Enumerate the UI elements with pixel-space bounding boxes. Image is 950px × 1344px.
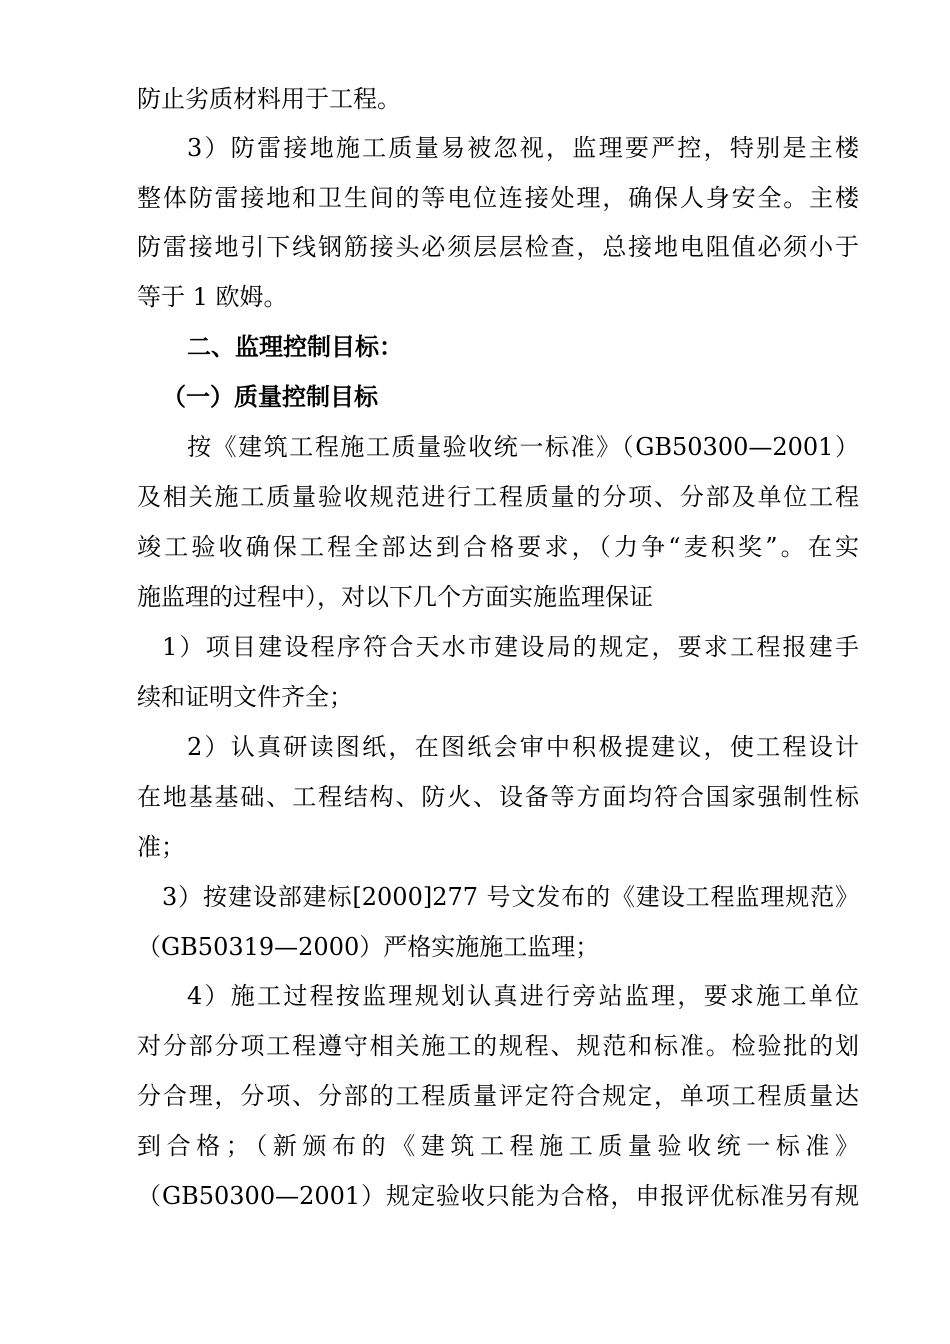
- text-line: 按《建筑工程施工质量验收统一标准》（GB50300—2001）: [187, 433, 859, 461]
- text-line: 1）项目建设程序符合天水市建设局的规定，要求工程报建手: [162, 633, 859, 661]
- section-heading: 二、监理控制目标：: [187, 332, 403, 361]
- text-line: 防雷接地引下线钢筋接头必须层层检查，总接地电阻值必须小于: [137, 233, 859, 261]
- text-line: （GB50300—2001）规定验收只能为合格，申报评优标准另有规: [137, 1182, 859, 1210]
- text-line: 分合理，分项、分部的工程质量评定符合规定，单项工程质量达: [137, 1082, 859, 1110]
- text-line: 施监理的过程中），对以下几个方面实施监理保证: [137, 583, 653, 611]
- text-line: 整体防雷接地和卫生间的等电位连接处理，确保人身安全。主楼: [137, 184, 859, 212]
- text-line: 对分部分项工程遵守相关施工的规程、规范和标准。检验批的划: [137, 1032, 859, 1060]
- text-line: 竣工验收确保工程全部达到合格要求，（力争“麦积奖”。在实: [137, 533, 859, 561]
- text-line: 在地基基础、工程结构、防火、设备等方面均符合国家强制性标: [137, 783, 859, 811]
- text-line: 准；: [137, 833, 185, 861]
- text-line: 2）认真研读图纸，在图纸会审中积极提建议，使工程设计: [187, 733, 859, 761]
- text-line: 3）按建设部建标[2000]277 号文发布的《建设工程监理规范》: [162, 883, 859, 911]
- subsection-heading: （一）质量控制目标: [162, 382, 378, 411]
- text-line: （GB50319—2000）严格实施施工监理；: [137, 933, 600, 961]
- text-line: 3）防雷接地施工质量易被忽视，监理要严控，特别是主楼: [187, 134, 859, 162]
- text-line: 到合格；（新颁布的《建筑工程施工质量验收统一标准》: [137, 1132, 859, 1160]
- text-line: 防止劣质材料用于工程。: [137, 85, 401, 113]
- text-line: 及相关施工质量验收规范进行工程质量的分项、分部及单位工程: [137, 483, 859, 511]
- text-line: 续和证明文件齐全；: [137, 683, 353, 711]
- text-line: 4）施工过程按监理规划认真进行旁站监理，要求施工单位: [187, 982, 859, 1010]
- text-line: 等于 1 欧姆。: [137, 283, 288, 311]
